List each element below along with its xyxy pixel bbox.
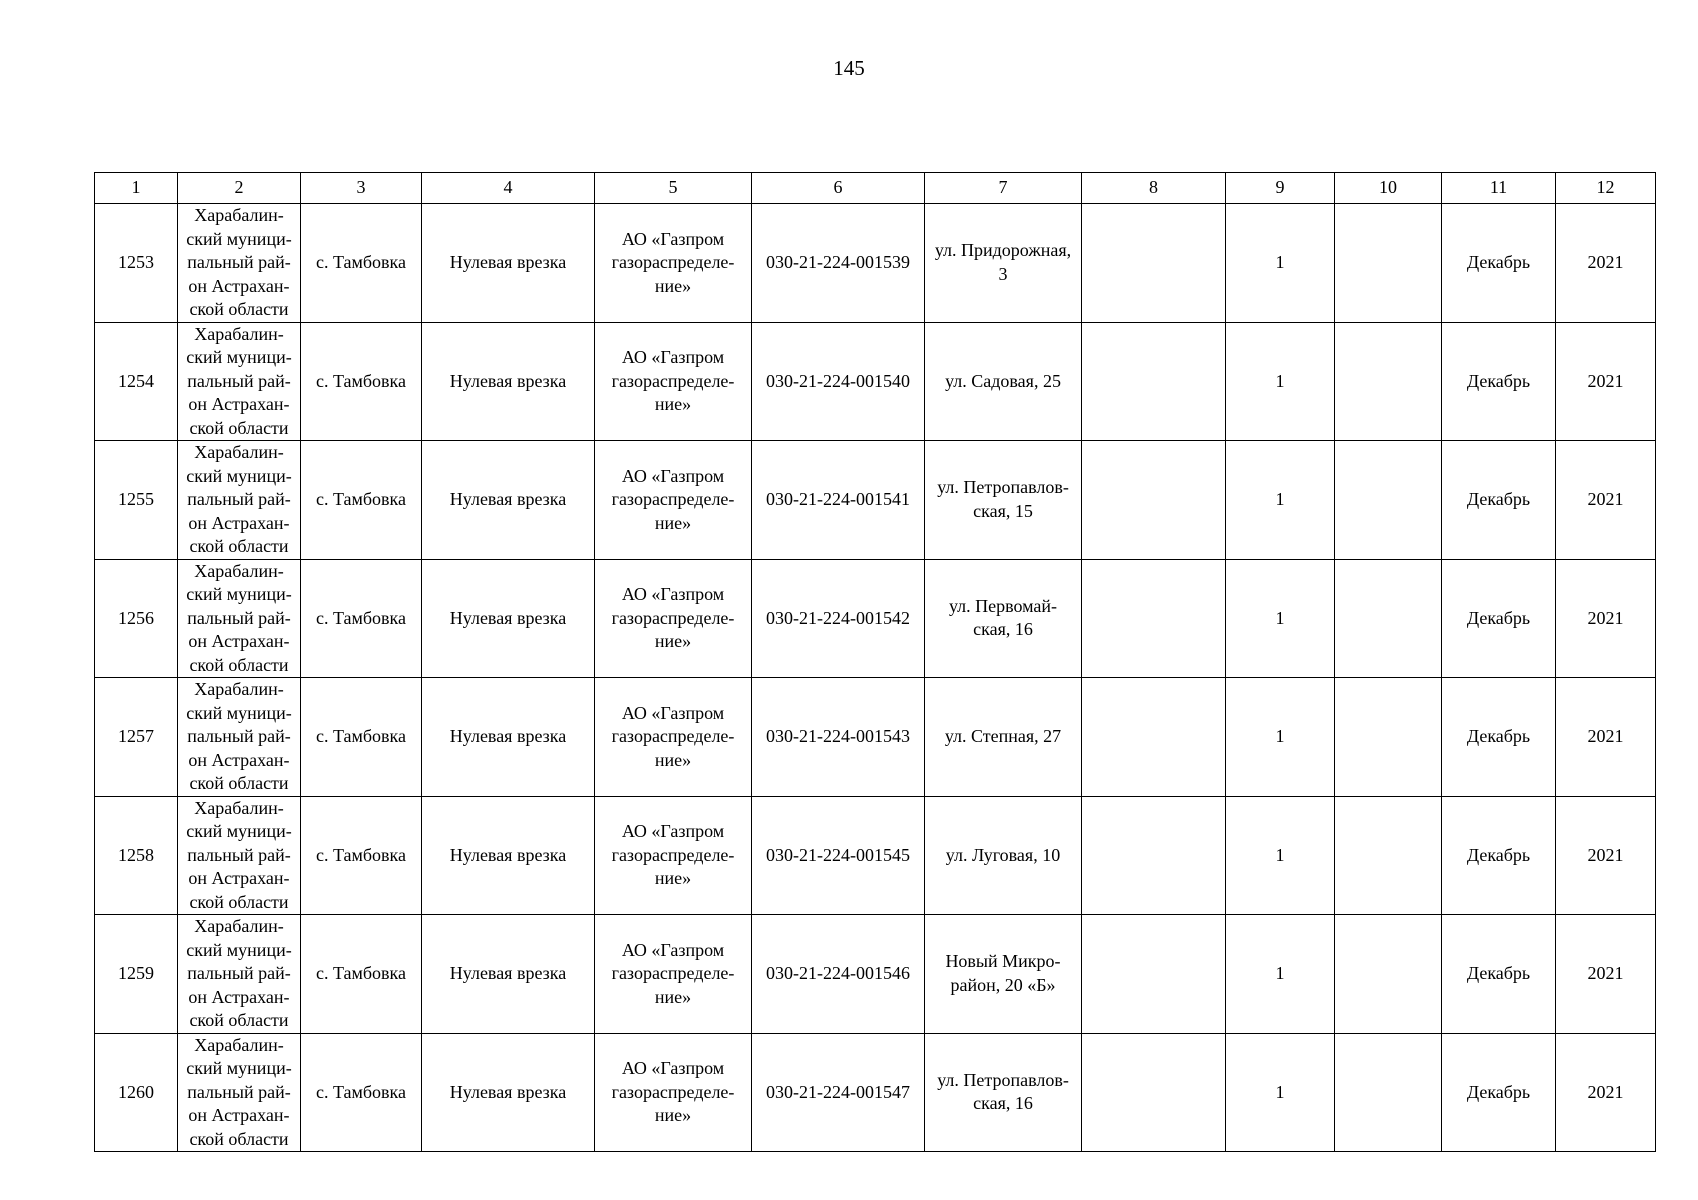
district-cell: Харабалин- ский муници- пальный рай- он Астрахан- ской области bbox=[178, 678, 301, 797]
quantity-cell: 1 bbox=[1226, 915, 1335, 1034]
page-number: 145 bbox=[833, 56, 865, 80]
col8-cell bbox=[1082, 559, 1226, 678]
column-header-3: 3 bbox=[301, 173, 422, 204]
table-header-row bbox=[95, 173, 1656, 204]
work-type-cell: Нулевая врезка bbox=[422, 559, 595, 678]
settlement-cell: с. Тамбовка bbox=[301, 559, 422, 678]
month-cell: Декабрь bbox=[1442, 678, 1556, 797]
address-cell: ул. Петропавлов- ская, 16 bbox=[925, 1033, 1082, 1152]
year-cell: 2021 bbox=[1556, 322, 1656, 441]
year-cell: 2021 bbox=[1556, 559, 1656, 678]
quantity-cell: 1 bbox=[1226, 559, 1335, 678]
row-number-cell: 1256 bbox=[95, 559, 178, 678]
code-cell: 030-21-224-001542 bbox=[752, 559, 925, 678]
quantity-cell: 1 bbox=[1226, 441, 1335, 560]
row-number-cell: 1257 bbox=[95, 678, 178, 797]
row-number-cell: 1253 bbox=[95, 204, 178, 323]
month-cell: Декабрь bbox=[1442, 204, 1556, 323]
column-header-7: 7 bbox=[925, 173, 1082, 204]
col10-cell bbox=[1335, 204, 1442, 323]
quantity-cell: 1 bbox=[1226, 204, 1335, 323]
work-type-cell: Нулевая врезка bbox=[422, 1033, 595, 1152]
district-cell: Харабалин- ский муници- пальный рай- он Астрахан- ской области bbox=[178, 915, 301, 1034]
organization-cell: АО «Газпром газораспределе- ние» bbox=[595, 322, 752, 441]
column-header-1: 1 bbox=[95, 173, 178, 204]
table-row bbox=[95, 796, 1656, 915]
col10-cell bbox=[1335, 915, 1442, 1034]
col8-cell bbox=[1082, 678, 1226, 797]
month-cell: Декабрь bbox=[1442, 915, 1556, 1034]
table-row bbox=[95, 678, 1656, 797]
year-cell: 2021 bbox=[1556, 441, 1656, 560]
col10-cell bbox=[1335, 1033, 1442, 1152]
col8-cell bbox=[1082, 204, 1226, 323]
month-cell: Декабрь bbox=[1442, 322, 1556, 441]
column-header-2: 2 bbox=[178, 173, 301, 204]
district-cell: Харабалин- ский муници- пальный рай- он Астрахан- ской области bbox=[178, 204, 301, 323]
address-cell: ул. Придорожная, 3 bbox=[925, 204, 1082, 323]
year-cell: 2021 bbox=[1556, 796, 1656, 915]
address-cell: ул. Первомай- ская, 16 bbox=[925, 559, 1082, 678]
table-row bbox=[95, 1033, 1656, 1152]
work-type-cell: Нулевая врезка bbox=[422, 915, 595, 1034]
col10-cell bbox=[1335, 796, 1442, 915]
settlement-cell: с. Тамбовка bbox=[301, 678, 422, 797]
table-row bbox=[95, 322, 1656, 441]
code-cell: 030-21-224-001546 bbox=[752, 915, 925, 1034]
settlement-cell: с. Тамбовка bbox=[301, 204, 422, 323]
year-cell: 2021 bbox=[1556, 204, 1656, 323]
data-table bbox=[94, 172, 1656, 1152]
row-number-cell: 1258 bbox=[95, 796, 178, 915]
table-row bbox=[95, 441, 1656, 560]
month-cell: Декабрь bbox=[1442, 796, 1556, 915]
organization-cell: АО «Газпром газораспределе- ние» bbox=[595, 796, 752, 915]
column-header-10: 10 bbox=[1335, 173, 1442, 204]
row-number-cell: 1254 bbox=[95, 322, 178, 441]
col10-cell bbox=[1335, 678, 1442, 797]
month-cell: Декабрь bbox=[1442, 559, 1556, 678]
col8-cell bbox=[1082, 441, 1226, 560]
address-cell: ул. Садовая, 25 bbox=[925, 322, 1082, 441]
quantity-cell: 1 bbox=[1226, 1033, 1335, 1152]
address-cell: ул. Петропавлов- ская, 15 bbox=[925, 441, 1082, 560]
district-cell: Харабалин- ский муници- пальный рай- он Астрахан- ской области bbox=[178, 559, 301, 678]
year-cell: 2021 bbox=[1556, 915, 1656, 1034]
table-row bbox=[95, 559, 1656, 678]
quantity-cell: 1 bbox=[1226, 322, 1335, 441]
organization-cell: АО «Газпром газораспределе- ние» bbox=[595, 915, 752, 1034]
column-header-11: 11 bbox=[1442, 173, 1556, 204]
code-cell: 030-21-224-001543 bbox=[752, 678, 925, 797]
code-cell: 030-21-224-001547 bbox=[752, 1033, 925, 1152]
table-body bbox=[95, 204, 1656, 1152]
column-header-6: 6 bbox=[752, 173, 925, 204]
quantity-cell: 1 bbox=[1226, 796, 1335, 915]
district-cell: Харабалин- ский муници- пальный рай- он Астрахан- ской области bbox=[178, 1033, 301, 1152]
organization-cell: АО «Газпром газораспределе- ние» bbox=[595, 1033, 752, 1152]
row-number-cell: 1260 bbox=[95, 1033, 178, 1152]
address-cell: ул. Степная, 27 bbox=[925, 678, 1082, 797]
column-header-9: 9 bbox=[1226, 173, 1335, 204]
column-header-8: 8 bbox=[1082, 173, 1226, 204]
work-type-cell: Нулевая врезка bbox=[422, 322, 595, 441]
organization-cell: АО «Газпром газораспределе- ние» bbox=[595, 204, 752, 323]
organization-cell: АО «Газпром газораспределе- ние» bbox=[595, 678, 752, 797]
col10-cell bbox=[1335, 441, 1442, 560]
table-row bbox=[95, 204, 1656, 323]
year-cell: 2021 bbox=[1556, 1033, 1656, 1152]
work-type-cell: Нулевая врезка bbox=[422, 441, 595, 560]
district-cell: Харабалин- ский муници- пальный рай- он Астрахан- ской области bbox=[178, 322, 301, 441]
year-cell: 2021 bbox=[1556, 678, 1656, 797]
quantity-cell: 1 bbox=[1226, 678, 1335, 797]
work-type-cell: Нулевая врезка bbox=[422, 796, 595, 915]
organization-cell: АО «Газпром газораспределе- ние» bbox=[595, 559, 752, 678]
month-cell: Декабрь bbox=[1442, 1033, 1556, 1152]
settlement-cell: с. Тамбовка bbox=[301, 796, 422, 915]
settlement-cell: с. Тамбовка bbox=[301, 322, 422, 441]
code-cell: 030-21-224-001540 bbox=[752, 322, 925, 441]
organization-cell: АО «Газпром газораспределе- ние» bbox=[595, 441, 752, 560]
col8-cell bbox=[1082, 1033, 1226, 1152]
column-header-5: 5 bbox=[595, 173, 752, 204]
settlement-cell: с. Тамбовка bbox=[301, 915, 422, 1034]
table-row bbox=[95, 915, 1656, 1034]
column-header-12: 12 bbox=[1556, 173, 1656, 204]
district-cell: Харабалин- ский муници- пальный рай- он Астрахан- ской области bbox=[178, 796, 301, 915]
code-cell: 030-21-224-001541 bbox=[752, 441, 925, 560]
work-type-cell: Нулевая врезка bbox=[422, 678, 595, 797]
month-cell: Декабрь bbox=[1442, 441, 1556, 560]
address-cell: Новый Микро- район, 20 «Б» bbox=[925, 915, 1082, 1034]
column-header-4: 4 bbox=[422, 173, 595, 204]
row-number-cell: 1255 bbox=[95, 441, 178, 560]
code-cell: 030-21-224-001539 bbox=[752, 204, 925, 323]
settlement-cell: с. Тамбовка bbox=[301, 1033, 422, 1152]
district-cell: Харабалин- ский муници- пальный рай- он Астрахан- ской области bbox=[178, 441, 301, 560]
col8-cell bbox=[1082, 915, 1226, 1034]
col8-cell bbox=[1082, 322, 1226, 441]
col10-cell bbox=[1335, 322, 1442, 441]
settlement-cell: с. Тамбовка bbox=[301, 441, 422, 560]
work-type-cell: Нулевая врезка bbox=[422, 204, 595, 323]
col8-cell bbox=[1082, 796, 1226, 915]
code-cell: 030-21-224-001545 bbox=[752, 796, 925, 915]
address-cell: ул. Луговая, 10 bbox=[925, 796, 1082, 915]
col10-cell bbox=[1335, 559, 1442, 678]
row-number-cell: 1259 bbox=[95, 915, 178, 1034]
